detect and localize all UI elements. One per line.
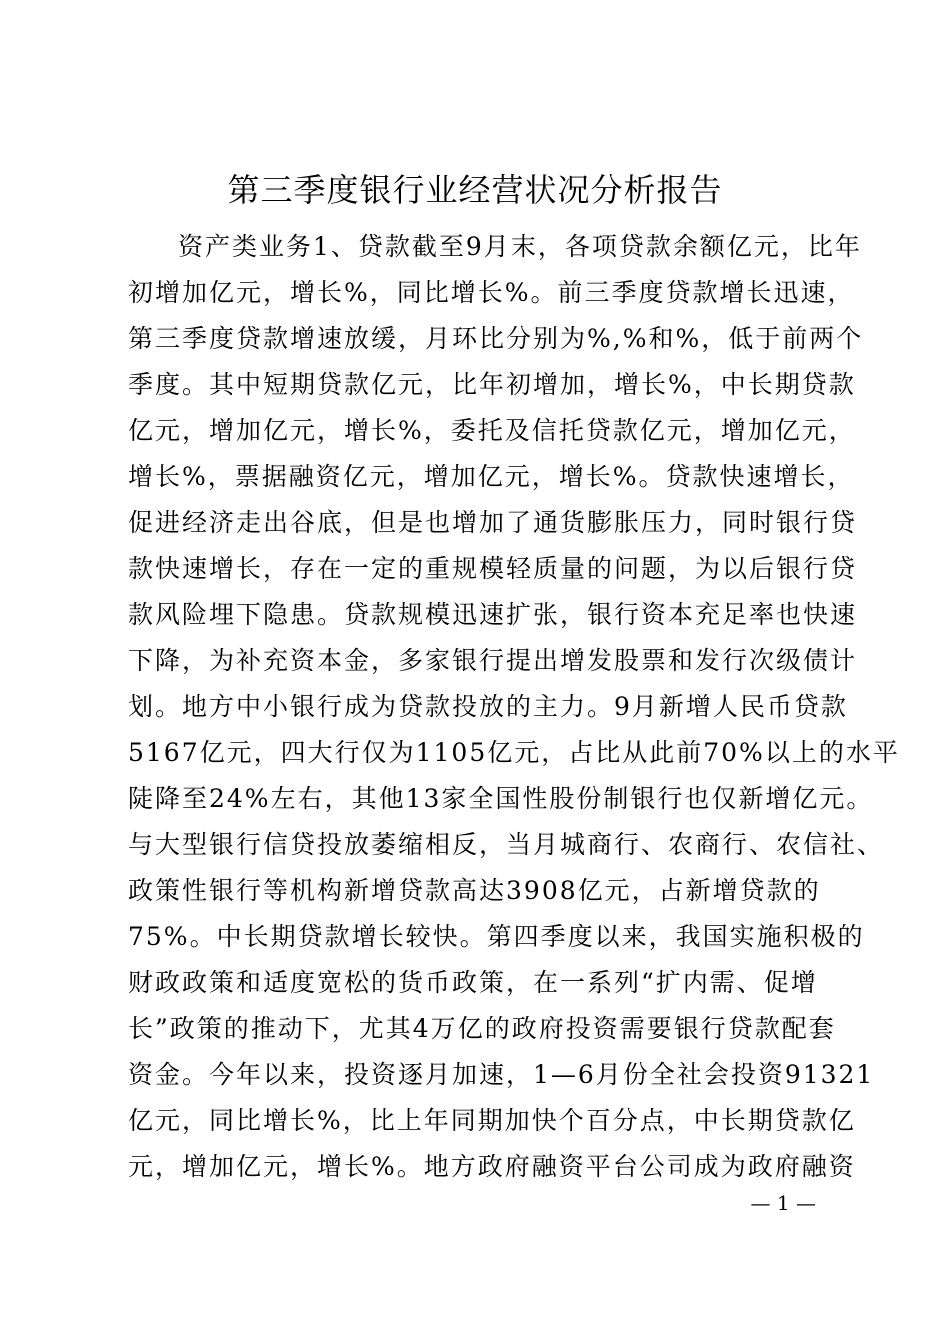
body-line: 政策性银行等机构新增贷款高达3908亿元，占新增贷款的 bbox=[128, 876, 821, 905]
body-line: 5167亿元，四大行仅为1105亿元，占比从此前70%以上的水平 bbox=[128, 738, 900, 767]
body-line: 划。地方中小银行成为贷款投放的主力。9月新增人民币贷款 bbox=[128, 692, 848, 721]
body-line: 初增加亿元，增长%，同比增长%。前三季度贷款增长迅速， bbox=[128, 278, 855, 307]
body-line: 财政政策和适度宽松的货币政策，在一系列“扩内需、促增 bbox=[128, 968, 818, 997]
body-line: 亿元，同比增长%，比上年同期加快个百分点，中长期贷款亿 bbox=[128, 1106, 856, 1135]
body-line: 长”政策的推动下，尤其4万亿的政府投资需要银行贷款配套 bbox=[128, 1014, 836, 1043]
body-line: 增长%，票据融资亿元，增加亿元，增长%。贷款快速增长， bbox=[128, 462, 855, 491]
document-title: 第三季度银行业经营状况分析报告 bbox=[227, 171, 723, 209]
body-line: 款快速增长，存在一定的重规模轻质量的问题，为以后银行贷 bbox=[128, 554, 858, 583]
body-line: 与大型银行信贷投放萎缩相反，当月城商行、农商行、农信社、 bbox=[128, 830, 885, 859]
body-line: 75%。中长期贷款增长较快。第四季度以来，我国实施积极的 bbox=[128, 922, 865, 951]
body-line: 资金。今年以来，投资逐月加速，1—6月份全社会投资91321 bbox=[128, 1060, 875, 1089]
page-number: — 1 — bbox=[750, 1191, 816, 1215]
body-line: 第三季度贷款增速放缓，月环比分别为%,%和%，低于前两个 bbox=[128, 324, 864, 353]
body-line: 款风险埋下隐患。贷款规模迅速扩张，银行资本充足率也快速 bbox=[128, 600, 858, 629]
body-line: 陡降至24%左右，其他13家全国性股份制银行也仅新增亿元。 bbox=[128, 784, 874, 813]
body-line: 资产类业务1、贷款截至9月末，各项贷款余额亿元，比年 bbox=[178, 232, 862, 261]
body-line: 元，增加亿元，增长%。地方政府融资平台公司成为政府融资 bbox=[128, 1152, 856, 1181]
body-line: 促进经济走出谷底，但是也增加了通货膨胀压力，同时银行贷 bbox=[128, 508, 858, 537]
body-text bbox=[128, 224, 900, 1190]
body-line: 季度。其中短期贷款亿元，比年初增加，增长%，中长期贷款 bbox=[128, 370, 856, 399]
body-line: 亿元，增加亿元，增长%，委托及信托贷款亿元，增加亿元， bbox=[128, 416, 856, 445]
body-line: 下降，为补充资本金，多家银行提出增发股票和发行次级债计 bbox=[128, 646, 858, 675]
